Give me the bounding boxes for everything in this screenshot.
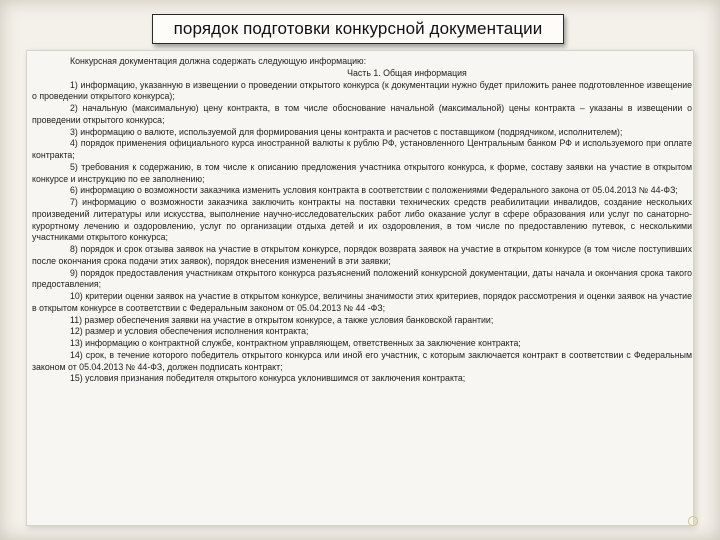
list-item: 13) информацию о контрактной службе, контрактном управляющем, ответственных за заключение контракта; [70,338,521,348]
list-item: 5) требования к содержанию, в том числе к описанию предложения участника открытого конкурса, к форме, составу заявки на участие в открытом конкурсе и инструкцию по ее заполнению; [32,161,692,184]
list-item: 12) размер и условия обеспечения исполнения контракта; [70,326,309,337]
list-item: 2) начальную (максимальную) цену контракта, в том числе обоснование начальной (максимальной) цены контракта – указаны в извещении о проведении открытого конкурса; [32,103,692,125]
list-item: 3) информацию о валюте, используемой для формирования цены контракта и расчетов с поставщиком (подрядчиком, исполнителем); [70,126,623,137]
list-item: 7) информацию о возможности заказчика заключить контракты на поставки технических средств реабилитации инвалидов, создание нескольких произведений литературы или искусства, выполнение научно-исследовательских работ либо оказание услуг в сфере образования или услуг по санаторно-курортному лечению и оздоровлению, услуг по организации отдыха детей и их оздоровления, в том числе по предоставлению путевок, с несколькими участниками открытого конкурса; [32,197,692,243]
list-item: 10) критерии оценки заявок на участие в открытом конкурсе, величины значимости этих критериев, порядок рассмотрения и оценки заявок на участие в открытом конкурсе в соответствии с Федеральным законом от 05.04.2013 № 44 -ФЗ; [32,291,692,313]
corner-ornament [688,516,698,526]
list-item: 8) порядок и срок отзыва заявок на участие в открытом конкурсе, порядок возврата заявок на участие в открытом конкурсе (в том числе поступивших после окончания срока подачи этих заявок), порядок внесения изменений в эти заявки; [32,244,692,266]
list-item: 14) срок, в течение которого победитель открытого конкурса или иной его участник, с которым заключается контракт в соответствии с Федеральным законом от 05.04.2013 № 44-ФЗ, должен подписать контракт; [32,349,692,372]
part-heading: Часть 1. Общая информация [347,67,467,78]
list-item: 15) условия признания победителя открытого конкурса уклонившимся от заключения контракта; [70,373,466,384]
page-title: порядок подготовки конкурсной документации [173,19,543,38]
list-item: 4) порядок применения официального курса иностранной валюты к рублю РФ, установленного Центральным банком РФ и используемого при оплате контракта; [32,138,692,160]
list-item: 9) порядок предоставления участникам открытого конкурса разъяснений положений конкурсной документации, даты начала и окончания срока такого предоставления; [32,267,692,290]
title-box [152,14,564,44]
list-item: 11) размер обеспечения заявки на участие в открытом конкурсе, а также условия банковской гарантии; [70,314,494,325]
list-item: 6) информацию о возможности заказчика изменить условия контракта в соответствии с положениями Федерального закона от 05.04.2013 № 44-ФЗ; [70,185,678,196]
list-item: 1) информацию, указанную в извещении о проведении открытого конкурса (к документации нужно будет приложить ранее подготовленное извещение о проведении открытого конкурса); [32,79,692,102]
document-body [32,56,692,385]
intro-line: Конкурсная документация должна содержать следующую информацию: [70,56,367,66]
